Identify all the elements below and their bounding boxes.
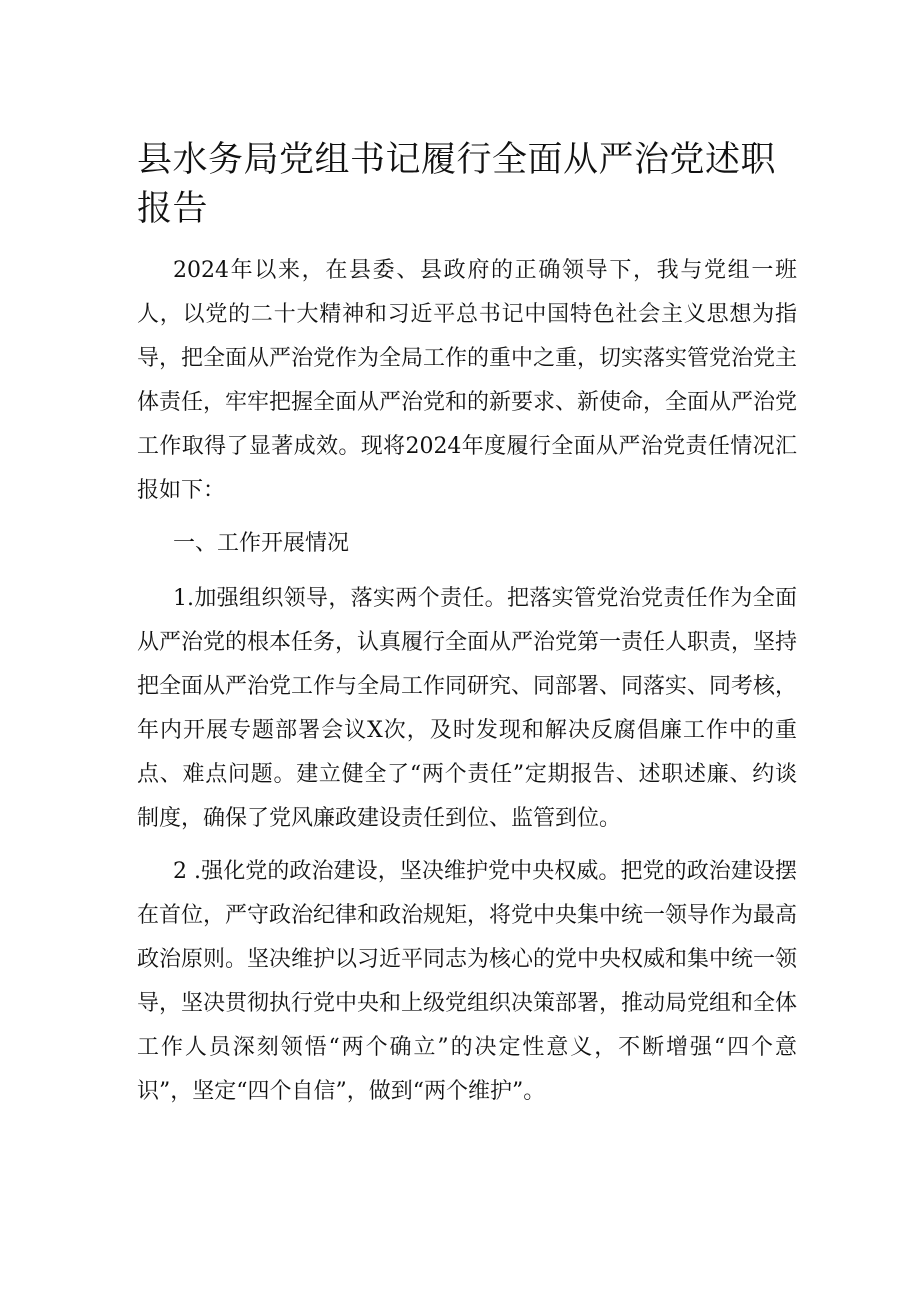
document-title: 县水务局党组书记履行全面从严治党述职报告 — [137, 140, 777, 229]
intro-paragraph: 2024年以来，在县委、县政府的正确领导下，我与党组一班人，以党的二十大精神和习近平总书记中国特色社会主义思想为指导，把全面从严治党作为全局工作的重中之重，切实落实管党治党主体责任，牢牢把握全面从严治党和的新要求、新使命，全面从严治党工作取得了显著成效。现将2024年度履行全面从严治党责任情况汇报如下： — [137, 258, 798, 503]
document-body — [137, 249, 797, 1114]
item-2-paragraph: 2 .强化党的政治建设，坚决维护党中央权威。把党的政治建设摆在首位，严守政治纪律和政治规矩，将党中央集中统一领导作为最高政治原则。坚决维护以习近平同志为核心的党中央权威和集中统一领导，坚决贯彻执行党中央和上级党组织决策部署，推动局党组和全体工作人员深刻领悟“两个确立”的决定性意义，不断增强“四个意识”，坚定“四个自信”，做到“两个维护”。 — [137, 859, 798, 1104]
item-1-paragraph: 1.加强组织领导，落实两个责任。把落实管党治党责任作为全面从严治党的根本任务，认真履行全面从严治党第一责任人职责，坚持把全面从严治党工作与全局工作同研究、同部署、同落实、同考核，年内开展专题部署会议X次，及时发现和解决反腐倡廉工作中的重点、难点问题。建立健全了“两个责任”定期报告、述职述廉、约谈制度，确保了党风廉政建设责任到位、监管到位。 — [137, 586, 798, 831]
section-heading: 一、工作开展情况 — [173, 531, 350, 556]
